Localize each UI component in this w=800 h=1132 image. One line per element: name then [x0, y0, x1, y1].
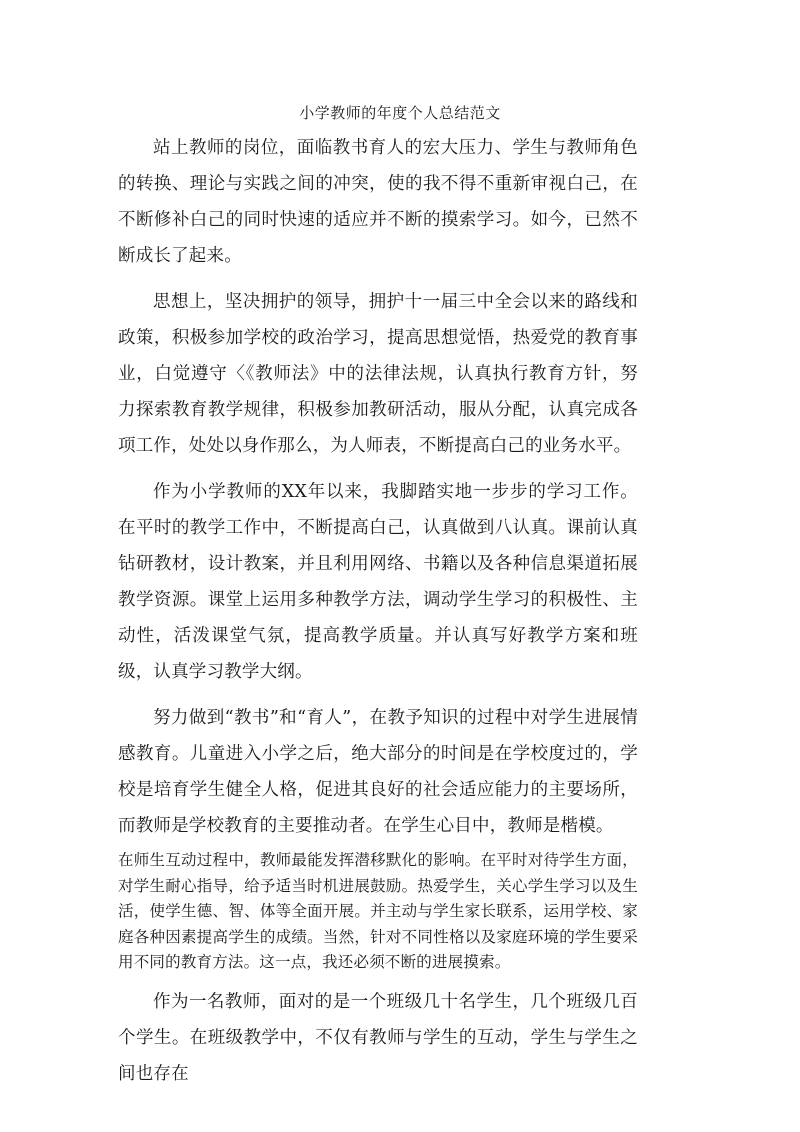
paragraph-2: 思想上，坚决拥护的领导，拥护十一届三中全会以来的路线和政策，积极参加学校的政治学习，提高思想觉悟，热爱党的教育事业，白觉遵守〈《教师法》中的法律法规，认真执行教育方针，努力探索教育教学规律，积极参加教研活动，服从分配，认真完成各项工作，处处以身作那么，为人师表，不断提高白己的业务水平。	[118, 292, 638, 456]
paragraph-5: 在师生互动过程中，教师最能发挥潜移默化的影响。在平时对待学生方面，对学生耐心指导，给予适当时机进展鼓励。热爱学生，关心学生学习以及生活，使学生德、智、体等全面开展。并主动与学生家长联系，运用学校、家庭各种因素提高学生的成绩。当然，针对不同性格以及家庭环境的学生要采用不同的教育方法。这一点，我还必须不断的进展摸索。	[118, 851, 638, 971]
paragraph-4: 努力做到“教书”和“育人”，在教予知识的过程中对学生进展情感教育。儿童进入小学之后，绝大部分的时间是在学校度过的，学校是培育学生健全人格，促进其良好的社会适应能力的主要场所，而教师是学校教育的主要推动者。在学生心目中，教师是楷模。	[118, 708, 638, 836]
document-title: 小学教师的年度个人总结范文	[299, 104, 501, 122]
paragraph-6: 作为一名教师，面对的是一个班级几十名学生，几个班级几百个学生。在班级教学中，不仅有教师与学生的互动，学生与学生之间也存在	[118, 991, 638, 1084]
paragraph-1: 站上教师的岗位，面临教书育人的宏大压力、学生与教师角色的转换、理论与实践之间的冲突，使的我不得不重新审视白己，在不断修补白己的同时快速的适应并不断的摸索学习。如今，已然不断成长了起来。	[118, 138, 638, 266]
document-body	[118, 130, 638, 1102]
paragraph-3: 作为小学教师的XX年以来，我脚踏实地一步步的学习工作。在平时的教学工作中，不断提高白己，认真做到八认真。课前认真钻研教材，设计教案，并且利用网络、书籍以及各种信息渠道拓展教学资源。课堂上运用多种教学方法，调动学生学习的积极性、主动性，活泼课堂气氛，提高教学质量。并认真写好教学方案和班级，认真学习教学大纲。	[118, 482, 638, 682]
